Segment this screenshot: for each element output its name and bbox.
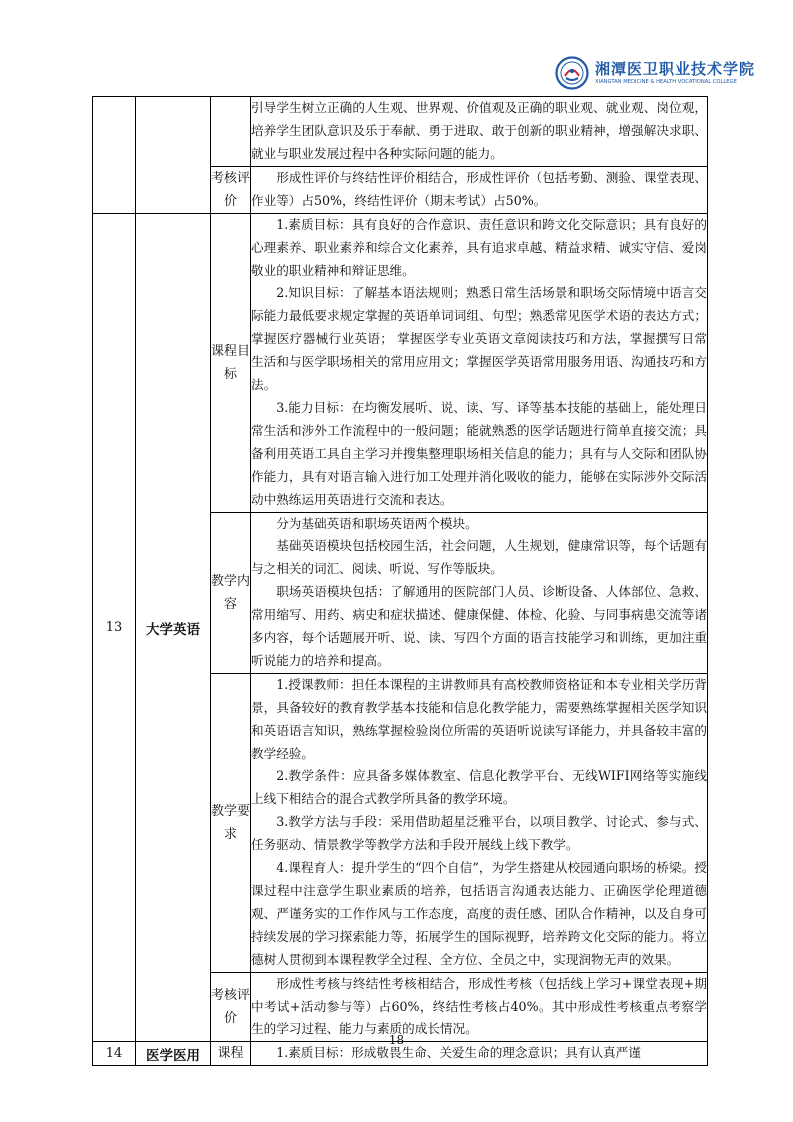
school-name-cn: 湘潭医卫职业技术学院 — [595, 60, 756, 78]
assessment-paragraph: 形成性考核与终结性考核相结合，形成性考核（包括线上学习+课堂表现+期中考试+活动参与等）占60%，终结性考核占40%。其中形成性考核重点考察学生的学习过程、能力与素质的成长情况。 — [251, 975, 707, 1037]
row-label: 课程 — [211, 1042, 251, 1066]
requirement-paragraph: 4.课程育人：提升学生的“四个自信”，为学生搭建从校园通向职场的桥梁。授课过程中注意学生职业素质的培养，包括语言沟通表达能力、正确医学伦理道德观、严谨务实的工作作风与工作态度，高度的责任感、团队合作精神，以及自身可持续发展的学习探索能力等，拓展学生的国际视野，培养跨文化交际的能力。将立德树人贯彻到本课程教学全过程、全方位、全员之中，实现润物无声的效果。 — [251, 860, 707, 967]
cont-assessment: 形成性评价与终结性评价相结合，形成性评价（包括考勤、测验、课堂表现、作业等）占50%，终结性评价（期末考试）占50%。 — [251, 169, 707, 208]
table-row — [93, 97, 708, 167]
requirement-paragraph: 3.教学方法与手段：采用借助超星泛雅平台，以项目教学、讨论式、参与式、任务驱动、情景教学等教学方法和手段开展线上线下教学。 — [251, 814, 707, 853]
college-emblem-icon — [555, 56, 589, 90]
requirement-paragraph: 2.教学条件：应具备多媒体教室、信息化教学平台、无线WIFI网络等实施线上线下相结合的混合式教学所具备的教学环境。 — [251, 768, 707, 807]
row-label: 课程目标 — [211, 213, 251, 512]
content-paragraph: 分为基础英语和职场英语两个模块。 — [276, 515, 478, 531]
school-name-en: XIANGTAN MEDICINE & HEALTH VOCATIONAL COLLEGE — [595, 79, 737, 85]
goal-paragraph: 3.能力目标：在均衡发展听、说、读、写、译等基本技能的基础上，能处理日常生活和涉外工作流程中的一般问题；能就熟悉的医学话题进行简单直接交流；具备利用英语工具自主学习并搜集整理职场相关信息的能力；具有与人交际和团队协作能力，具有对语言输入进行加工处理并消化吸收的能力，能够在实际涉外交际活动中熟练运用英语进行交流和表达。 — [251, 399, 707, 507]
row-label: 考核评价 — [211, 166, 251, 213]
row-label: 教学内容 — [211, 512, 251, 673]
table-row — [93, 213, 708, 512]
row-label: 考核评价 — [211, 972, 251, 1042]
college-logo — [555, 56, 756, 94]
row-number: 14 — [93, 1042, 136, 1066]
content-paragraph: 职场英语模块包括：了解通用的医院部门人员、诊断设备、人体部位、急救、常用缩写、用药、病史和症状描述、健康保健、体检、化验、与同事病患交流等诸多内容，每个话题展开听、说、读、写四个方面的语言技能学习和训练，更加注重听说能力的培养和提高。 — [251, 584, 707, 668]
cont-text: 引导学生树立正确的人生观、世界观、价值观及正确的职业观、就业观、岗位观，培养学生团队意识及乐于奉献、勇于进取、敢于创新的职业精神，增强解决求职、就业与职业发展过程中各种实际问题的能力。 — [251, 100, 707, 161]
goal-paragraph: 2.知识目标：了解基本语法规则；熟悉日常生活场景和职场交际情境中语言交际能力最低要求规定掌握的英语单词词组、句型；熟悉常见医学术语的表达方式；掌握医疗器械行业英语； 掌握医学专业英语文章阅读技巧和方法，掌握撰写日常生活和与医学职场相关的常用应用文；掌握医学英语常用服务用语、沟通技巧和方法。 — [251, 285, 707, 393]
row-number: 13 — [93, 213, 136, 1042]
course-name: 大学英语 — [136, 213, 211, 1042]
content-paragraph: 基础英语模块包括校园生活，社会问题，人生规划，健康常识等，每个话题有与之相关的词汇、阅读、听说、写作等版块。 — [251, 538, 707, 577]
row-label: 教学要求 — [211, 673, 251, 972]
course-name: 医学医用 — [136, 1042, 211, 1066]
page-number: 18 — [388, 1033, 405, 1047]
requirement-paragraph: 1.授课教师：担任本课程的主讲教师具有高校教师资格证和本专业相关学历背景，具备较好的教育教学基本技能和信息化教学能力，需要熟练掌握相关医学知识和英语语言知识，熟练掌握检验岗位所需的英语听说读写译能力，并具备较丰富的教学经验。 — [251, 676, 707, 761]
curriculum-table — [92, 96, 708, 1066]
goal-paragraph: 1.素质目标：具有良好的合作意识、责任意识和跨文化交际意识；具有良好的心理素养、职业素养和综合文化素养，具有追求卓越、精益求精、诚实守信、爱岗敬业的职业精神和辩证思维。 — [251, 216, 707, 278]
goal-paragraph: 1.素质目标：形成敬畏生命、关爱生命的理念意识；具有认真严谨 — [276, 1045, 641, 1061]
